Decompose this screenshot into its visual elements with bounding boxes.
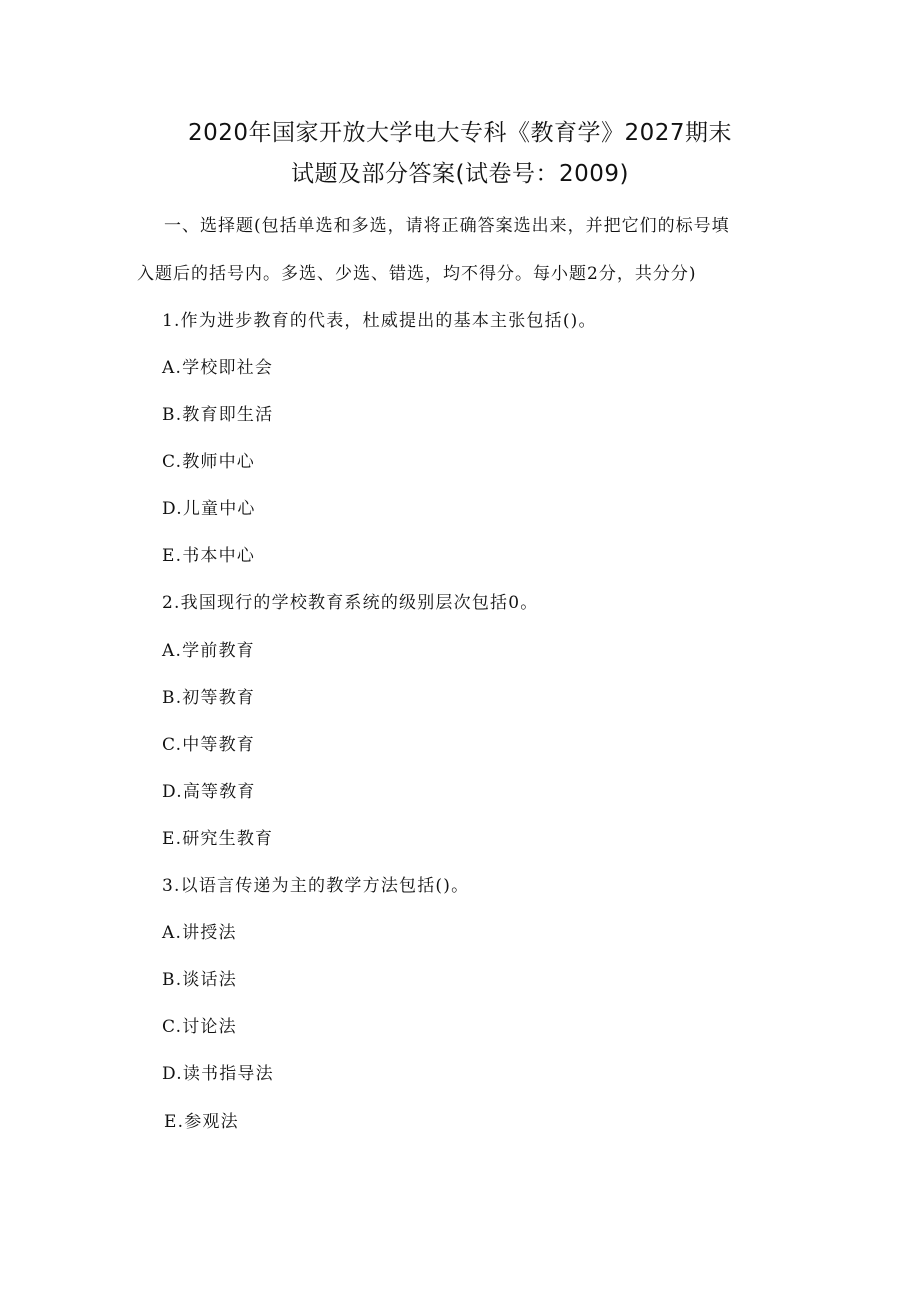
document-title-line-2: 试题及部分答案(试卷号：2009) bbox=[291, 161, 629, 187]
question-2-option-b: B.初等教育 bbox=[162, 688, 256, 708]
question-3-option-b: B.谈话法 bbox=[162, 970, 237, 990]
section-heading-line-1: 一、选择题(包括单选和多选，请将正确答案选出来，并把它们的标号填 bbox=[164, 216, 730, 236]
question-2-option-c: C.中等教育 bbox=[162, 735, 256, 755]
question-2-option-d: D.高等敎育 bbox=[162, 782, 256, 802]
question-1-option-c: C.教师中心 bbox=[162, 452, 256, 472]
question-1-option-b: B.教育即生活 bbox=[162, 405, 274, 425]
document-title-line-1: 2020年国家开放大学电大专科《教育学》2027期末 bbox=[187, 120, 733, 146]
question-3-stem: 3.以语言传递为主的教学方法包括()。 bbox=[162, 876, 470, 896]
question-1-option-a: A.学校即社会 bbox=[162, 358, 274, 378]
question-2-option-e: E.研究生教育 bbox=[162, 829, 274, 849]
question-3-option-c: C.讨论法 bbox=[162, 1017, 237, 1037]
question-2-stem: 2.我国现行的学校教育系统的级别层次包括0。 bbox=[162, 593, 539, 613]
question-3-option-a: A.讲授法 bbox=[162, 923, 237, 943]
question-3-option-e: E.参观法 bbox=[164, 1112, 239, 1132]
question-1-option-e: E.书本中心 bbox=[162, 546, 256, 566]
question-1-option-d: D.儿童中心 bbox=[162, 499, 256, 519]
question-2-option-a: A.学前教育 bbox=[162, 641, 255, 661]
question-3-option-d: D.读书指导法 bbox=[162, 1064, 274, 1084]
section-heading-line-2: 入题后的括号内。多选、少选、错选，均不得分。每小题2分，共分分) bbox=[137, 264, 697, 284]
question-1-stem: 1.作为进步教育的代表，杜威提出的基本主张包括()。 bbox=[162, 311, 597, 331]
